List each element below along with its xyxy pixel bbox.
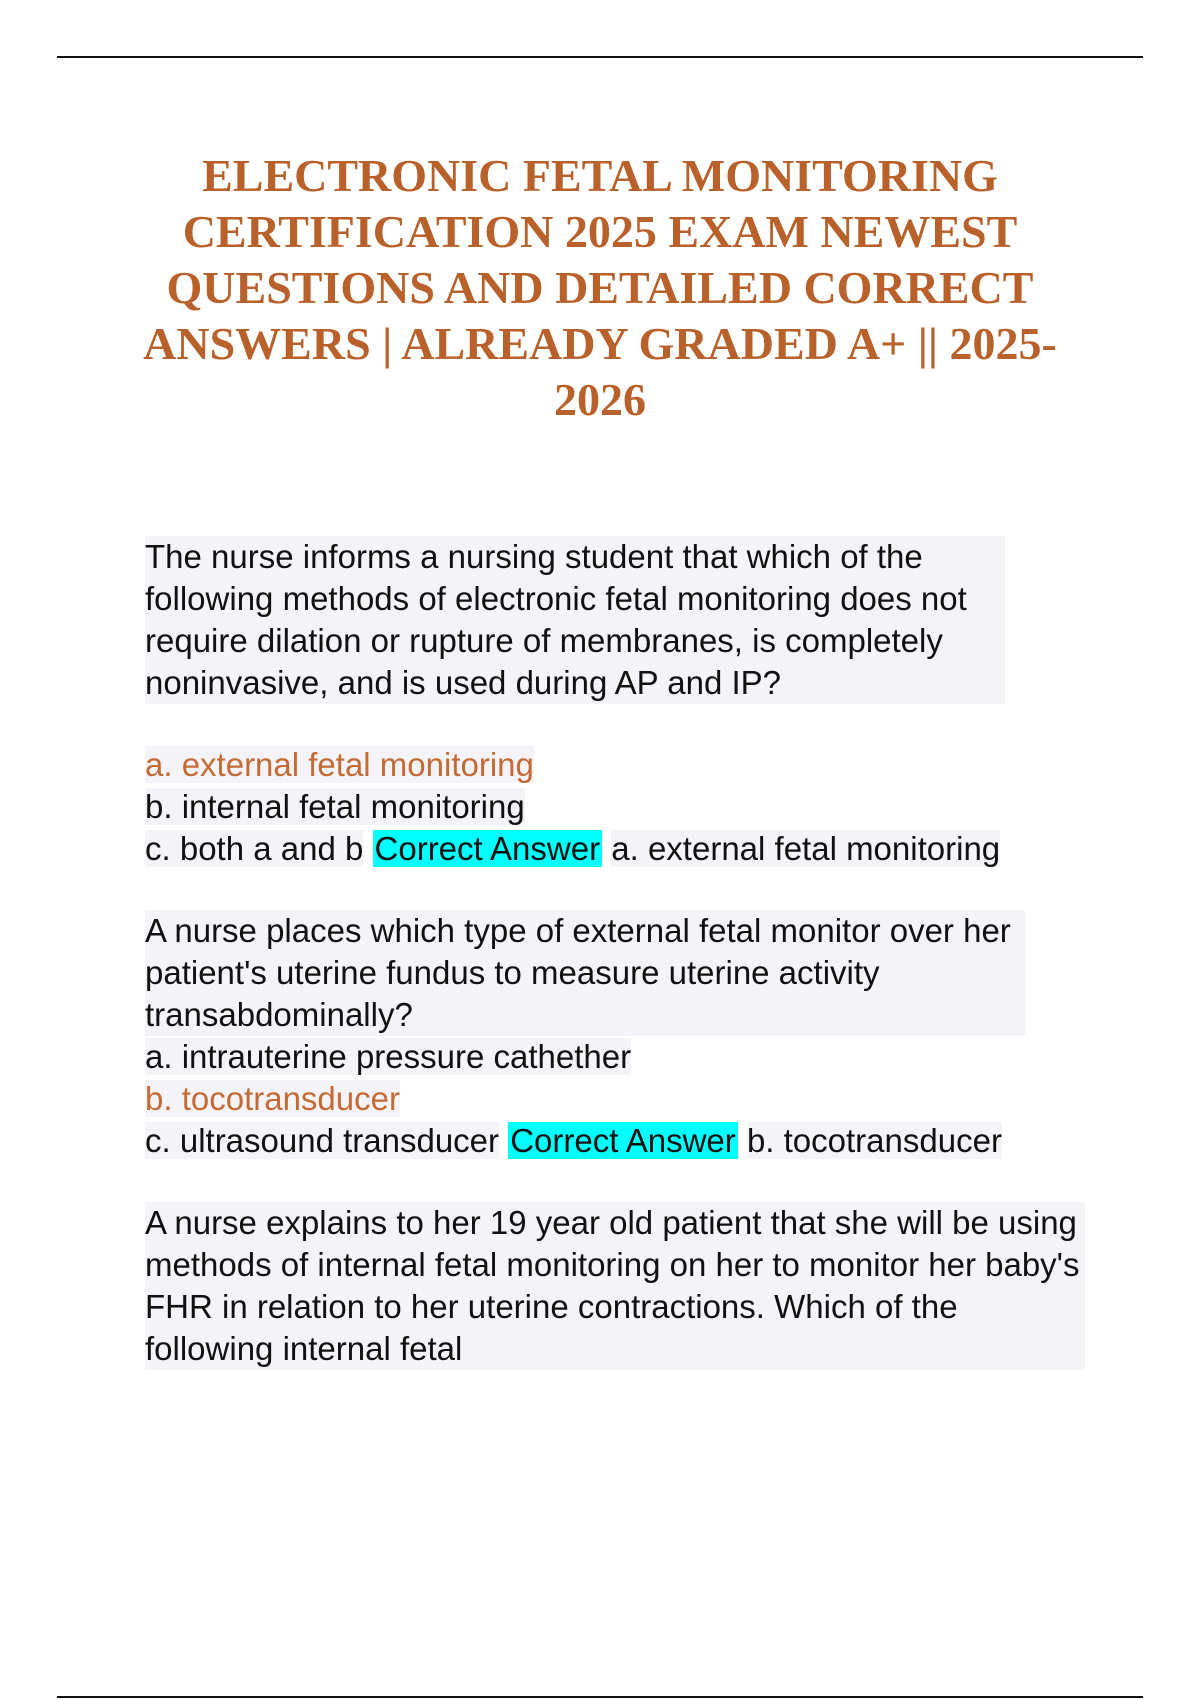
correct-answer-badge: Correct Answer [374, 830, 601, 867]
option-with-answer: c. both a and b Correct Answer a. external fetal monitoring [145, 830, 1001, 867]
question-stem: The nurse informs a nursing student that which of the following methods of electronic fetal monitoring does not require dilation or rupture of membranes, is completely noninvasive, and is used during AP and IP? [145, 536, 1005, 704]
answer-text: a. external fetal monitoring [611, 830, 1001, 867]
answer-text: b. tocotransducer [746, 1122, 1002, 1159]
bottom-divider [57, 1696, 1143, 1698]
option-correct: a. external fetal monitoring [145, 746, 534, 783]
option: b. internal fetal monitoring [145, 788, 525, 825]
question-stem: A nurse explains to her 19 year old patient that she will be using methods of internal fetal monitoring on her to monitor her baby's FHR in relation to her uterine contractions. Which of the following internal fetal [145, 1202, 1085, 1370]
question-stem: A nurse places which type of external fetal monitor over her patient's uterine fundus to measure uterine activity transabdominally? [145, 910, 1025, 1036]
correct-answer-badge: Correct Answer [510, 1122, 736, 1159]
option: a. intrauterine pressure cathether [145, 1038, 632, 1075]
document-title: ELECTRONIC FETAL MONITORING CERTIFICATION 2025 EXAM NEWEST QUESTIONS AND DETAILED CORRECT ANSWERS | ALREADY GRADED A+ || 2025-2026 [143, 150, 1057, 425]
option-with-answer: c. ultrasound transducer Correct Answer b. tocotransducer [145, 1122, 1002, 1159]
top-divider [57, 56, 1143, 58]
option-correct: b. tocotransducer [145, 1080, 400, 1117]
document-body [145, 536, 1155, 1370]
